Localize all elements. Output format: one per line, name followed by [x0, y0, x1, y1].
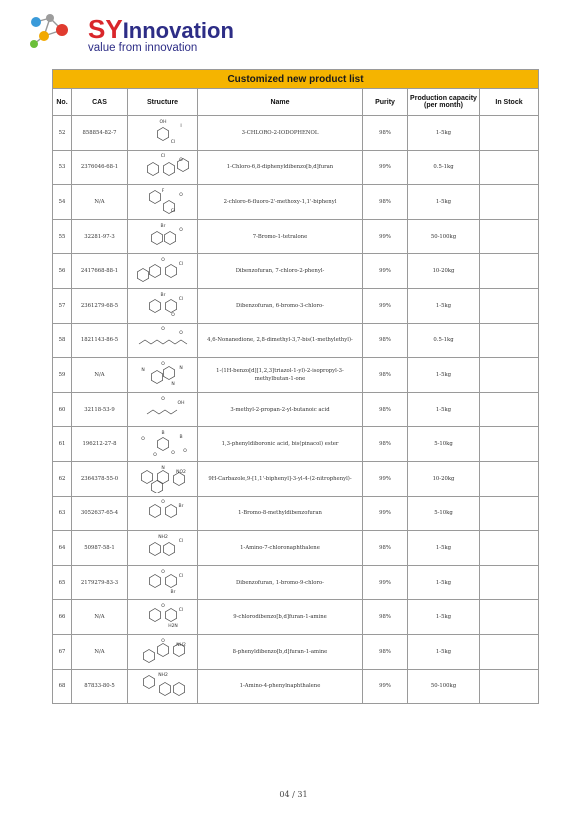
cell-purity: 98% — [363, 185, 408, 220]
molecule-logo-icon — [22, 10, 84, 52]
atom-label: Cl — [178, 296, 183, 302]
cell-no: 68 — [53, 669, 72, 704]
cell-in-stock — [480, 531, 539, 566]
brand-tagline: value from innovation — [88, 42, 198, 54]
table-title: Customized new product list — [53, 70, 539, 89]
header-cas: CAS — [72, 89, 128, 116]
cell-no: 57 — [53, 288, 72, 323]
atom-label: O — [160, 500, 165, 506]
table-row — [53, 392, 539, 427]
atom-label: Cl — [178, 608, 183, 614]
cell-structure — [128, 254, 198, 289]
brand-text — [88, 14, 234, 54]
atom-label: NO2 — [175, 469, 186, 475]
table-row — [53, 185, 539, 220]
product-table — [52, 69, 539, 704]
brand-name-sy: SY — [88, 14, 123, 44]
cell-no: 53 — [53, 150, 72, 185]
biphenyl-structure-icon — [135, 188, 191, 216]
table-body — [53, 116, 539, 704]
atom-label: NH2 — [157, 534, 168, 540]
phenol-structure-icon — [135, 119, 191, 147]
table-row — [53, 531, 539, 566]
cell-purity: 99% — [363, 254, 408, 289]
table-row — [53, 496, 539, 531]
cell-purity: 99% — [363, 565, 408, 600]
cell-purity: 99% — [363, 219, 408, 254]
cell-name: 1-Bromo-8-methyldibenzofuran — [198, 496, 363, 531]
atom-label: Cl — [178, 538, 183, 544]
cell-purity: 99% — [363, 669, 408, 704]
cell-no: 54 — [53, 185, 72, 220]
atom-label: H2N — [167, 624, 178, 630]
cell-cas: 196212-27-8 — [72, 427, 128, 462]
dibenzofuran-structure-icon — [135, 499, 191, 527]
cell-in-stock — [480, 219, 539, 254]
atom-label: F — [161, 188, 164, 194]
cell-name: 1-(1H-benzo[d][1,2,3]triazol-1-yl)-2-isopropyl-3-methylbutan-1-one — [198, 358, 363, 393]
cell-purity: 99% — [363, 496, 408, 531]
atom-label: N — [140, 367, 145, 373]
logo — [22, 10, 234, 54]
cell-purity: 98% — [363, 116, 408, 151]
header-capacity: Production capacity (per month) — [408, 89, 480, 116]
atom-label: O — [160, 327, 165, 333]
atom-label: O — [170, 451, 175, 457]
cell-no: 64 — [53, 531, 72, 566]
atom-label: N — [178, 365, 183, 371]
atom-label: O — [178, 227, 183, 233]
cell-capacity: 1-5kg — [408, 634, 480, 669]
cell-cas: N/A — [72, 634, 128, 669]
cell-no: 67 — [53, 634, 72, 669]
cell-purity: 99% — [363, 288, 408, 323]
dibenzofuran-structure-icon — [135, 292, 191, 320]
table-row — [53, 323, 539, 358]
atom-label: O — [178, 158, 183, 164]
atom-label: N — [160, 465, 165, 471]
cell-structure — [128, 461, 198, 496]
cell-name: Dibenzofuran, 7-chloro-2-phenyl- — [198, 254, 363, 289]
table-row — [53, 288, 539, 323]
cell-in-stock — [480, 150, 539, 185]
cell-capacity: 1-5kg — [408, 185, 480, 220]
table-row — [53, 634, 539, 669]
cell-structure — [128, 634, 198, 669]
cell-capacity: 1-5kg — [408, 288, 480, 323]
cell-no: 55 — [53, 219, 72, 254]
cell-structure — [128, 427, 198, 462]
cell-structure — [128, 323, 198, 358]
cell-cas: 32281-97-3 — [72, 219, 128, 254]
cell-name: 2-chloro-6-fluoro-2'-methoxy-1,1'-biphenyl — [198, 185, 363, 220]
cell-structure — [128, 565, 198, 600]
atom-label: O — [160, 638, 165, 644]
cell-cas: 32118-53-9 — [72, 392, 128, 427]
atom-label: O — [178, 331, 183, 337]
atom-label: Cl — [178, 573, 183, 579]
header-no: No. — [53, 89, 72, 116]
cell-capacity: 1-5kg — [408, 116, 480, 151]
atom-label: NH2 — [175, 642, 186, 648]
cell-capacity: 1-5kg — [408, 531, 480, 566]
table-row — [53, 427, 539, 462]
table-header-row — [53, 89, 539, 116]
cell-no: 60 — [53, 392, 72, 427]
cell-in-stock — [480, 254, 539, 289]
dibenzofuran-structure-icon — [135, 603, 191, 631]
naphthalene-structure-icon — [135, 534, 191, 562]
atom-label: Br — [160, 292, 165, 298]
dibenzofuran-structure-icon — [135, 153, 191, 181]
cell-capacity: 1-5kg — [408, 565, 480, 600]
diketone-structure-icon — [135, 326, 191, 354]
cell-cas: 858854-82-7 — [72, 116, 128, 151]
table-row — [53, 669, 539, 704]
table-row — [53, 150, 539, 185]
cell-cas: 2179279-83-3 — [72, 565, 128, 600]
cell-no: 52 — [53, 116, 72, 151]
cell-capacity: 5-10kg — [408, 496, 480, 531]
cell-no: 58 — [53, 323, 72, 358]
cell-cas: N/A — [72, 600, 128, 635]
cell-name: Dibenzofuran, 6-bromo-3-chloro- — [198, 288, 363, 323]
cell-name: 1-Amino-4-phenylnaphthalene — [198, 669, 363, 704]
cell-purity: 98% — [363, 427, 408, 462]
atom-label: O — [140, 437, 145, 443]
atom-label: Br — [170, 589, 175, 595]
cell-capacity: 1-5kg — [408, 392, 480, 427]
atom-label: B — [178, 435, 183, 441]
cell-in-stock — [480, 427, 539, 462]
header-structure: Structure — [128, 89, 198, 116]
cell-cas: 87833-80-5 — [72, 669, 128, 704]
cell-no: 56 — [53, 254, 72, 289]
cell-in-stock — [480, 288, 539, 323]
atom-label: OH — [177, 400, 184, 406]
cell-no: 63 — [53, 496, 72, 531]
cell-in-stock — [480, 116, 539, 151]
cell-structure — [128, 185, 198, 220]
cell-cas: 50987-58-1 — [72, 531, 128, 566]
cell-structure — [128, 531, 198, 566]
cell-in-stock — [480, 461, 539, 496]
atom-label: N — [170, 381, 175, 387]
atom-label: Cl — [170, 208, 175, 214]
cell-structure — [128, 150, 198, 185]
benzotriazole-structure-icon — [135, 361, 191, 389]
cell-cas: 2376046-68-1 — [72, 150, 128, 185]
cell-name: 1-Amino-7-chloronaphthalene — [198, 531, 363, 566]
header-in-stock: In Stock — [480, 89, 539, 116]
cell-cas: N/A — [72, 358, 128, 393]
cell-name: 9H-Carbazole,9-[1,1'-biphenyl]-3-yl-4-(2-nitrophenyl)- — [198, 461, 363, 496]
cell-structure — [128, 219, 198, 254]
atom-label: B — [160, 431, 165, 437]
cell-name: Dibenzofuran, 1-bromo-9-chloro- — [198, 565, 363, 600]
cell-structure — [128, 600, 198, 635]
tetralone-structure-icon — [135, 223, 191, 251]
carboxylic-acid-structure-icon — [135, 396, 191, 424]
product-table-container — [52, 69, 538, 704]
cell-capacity: 0.5-1kg — [408, 150, 480, 185]
page-number: 04 / 31 — [279, 790, 308, 799]
cell-structure — [128, 496, 198, 531]
cell-in-stock — [480, 392, 539, 427]
cell-in-stock — [480, 185, 539, 220]
cell-cas: 1821143-86-5 — [72, 323, 128, 358]
dibenzofuran-structure-icon — [135, 257, 191, 285]
cell-cas: N/A — [72, 185, 128, 220]
naphthalene-structure-icon — [135, 672, 191, 700]
dibenzofuran-structure-icon — [135, 569, 191, 597]
cell-cas: 3052637-65-4 — [72, 496, 128, 531]
atom-label: Cl — [160, 154, 165, 160]
cell-purity: 99% — [363, 461, 408, 496]
cell-purity: 98% — [363, 323, 408, 358]
cell-purity: 98% — [363, 531, 408, 566]
boronic-ester-structure-icon — [135, 430, 191, 458]
cell-in-stock — [480, 600, 539, 635]
cell-no: 66 — [53, 600, 72, 635]
cell-name: 4,6-Nonanedione, 2,8-dimethyl-3,7-bis(1-methylethyl)- — [198, 323, 363, 358]
atom-label: Br — [160, 223, 165, 229]
cell-name: 1-Chloro-6,8-diphenyldibenzo[b,d]furan — [198, 150, 363, 185]
cell-capacity: 5-10kg — [408, 427, 480, 462]
cell-name: 3-methyl-2-propan-2-yl-butanoic acid — [198, 392, 363, 427]
cell-capacity: 1-5kg — [408, 600, 480, 635]
table-title-row — [53, 70, 539, 89]
cell-in-stock — [480, 358, 539, 393]
atom-label: O — [160, 569, 165, 575]
cell-no: 61 — [53, 427, 72, 462]
cell-purity: 98% — [363, 358, 408, 393]
cell-structure — [128, 358, 198, 393]
atom-label: NH2 — [157, 673, 168, 679]
atom-label: O — [160, 258, 165, 264]
cell-name: 3-CHLORO-2-IODOPHENOL — [198, 116, 363, 151]
table-row — [53, 254, 539, 289]
table-row — [53, 358, 539, 393]
cell-in-stock — [480, 669, 539, 704]
cell-in-stock — [480, 496, 539, 531]
cell-capacity: 0.5-1kg — [408, 323, 480, 358]
atom-label: O — [160, 604, 165, 610]
cell-capacity: 1-5kg — [408, 358, 480, 393]
cell-name: 1,3-phenyldiboronic acid, bis(pinacol) ester — [198, 427, 363, 462]
carbazole-structure-icon — [135, 465, 191, 493]
cell-name: 7-Bromo-1-tetralone — [198, 219, 363, 254]
cell-no: 59 — [53, 358, 72, 393]
cell-cas: 2417668-88-1 — [72, 254, 128, 289]
cell-name: 9-chlorodibenzo[b,d]furan-1-amine — [198, 600, 363, 635]
cell-no: 62 — [53, 461, 72, 496]
cell-purity: 98% — [363, 392, 408, 427]
cell-structure — [128, 669, 198, 704]
atom-label: O — [152, 453, 157, 459]
dibenzofuran-structure-icon — [135, 638, 191, 666]
table-row — [53, 565, 539, 600]
cell-structure — [128, 392, 198, 427]
atom-label: Br — [178, 504, 183, 510]
cell-cas: 2364378-55-0 — [72, 461, 128, 496]
atom-label: O — [178, 192, 183, 198]
header-purity: Purity — [363, 89, 408, 116]
atom-label: O — [182, 449, 187, 455]
atom-label: Cl — [170, 139, 175, 145]
cell-in-stock — [480, 565, 539, 600]
cell-name: 8-phenyldibenzo[b,d]furan-1-amine — [198, 634, 363, 669]
cell-capacity: 10-20kg — [408, 254, 480, 289]
cell-in-stock — [480, 634, 539, 669]
cell-structure — [128, 288, 198, 323]
cell-purity: 98% — [363, 600, 408, 635]
cell-purity: 99% — [363, 150, 408, 185]
cell-capacity: 50-100kg — [408, 219, 480, 254]
brand-name — [88, 14, 234, 44]
brand-name-innovation: Innovation — [122, 18, 234, 43]
table-row — [53, 116, 539, 151]
atom-label: OH — [159, 119, 166, 125]
table-row — [53, 219, 539, 254]
atom-label: O — [170, 312, 175, 318]
atom-label: O — [160, 361, 165, 367]
cell-no: 65 — [53, 565, 72, 600]
cell-cas: 2361279-68-5 — [72, 288, 128, 323]
atom-label: I — [179, 123, 182, 129]
cell-capacity: 10-20kg — [408, 461, 480, 496]
cell-capacity: 50-100kg — [408, 669, 480, 704]
table-row — [53, 600, 539, 635]
cell-in-stock — [480, 323, 539, 358]
cell-purity: 98% — [363, 634, 408, 669]
table-row — [53, 461, 539, 496]
cell-structure — [128, 116, 198, 151]
atom-label: Cl — [178, 262, 183, 268]
header-name: Name — [198, 89, 363, 116]
atom-label: O — [160, 396, 165, 402]
